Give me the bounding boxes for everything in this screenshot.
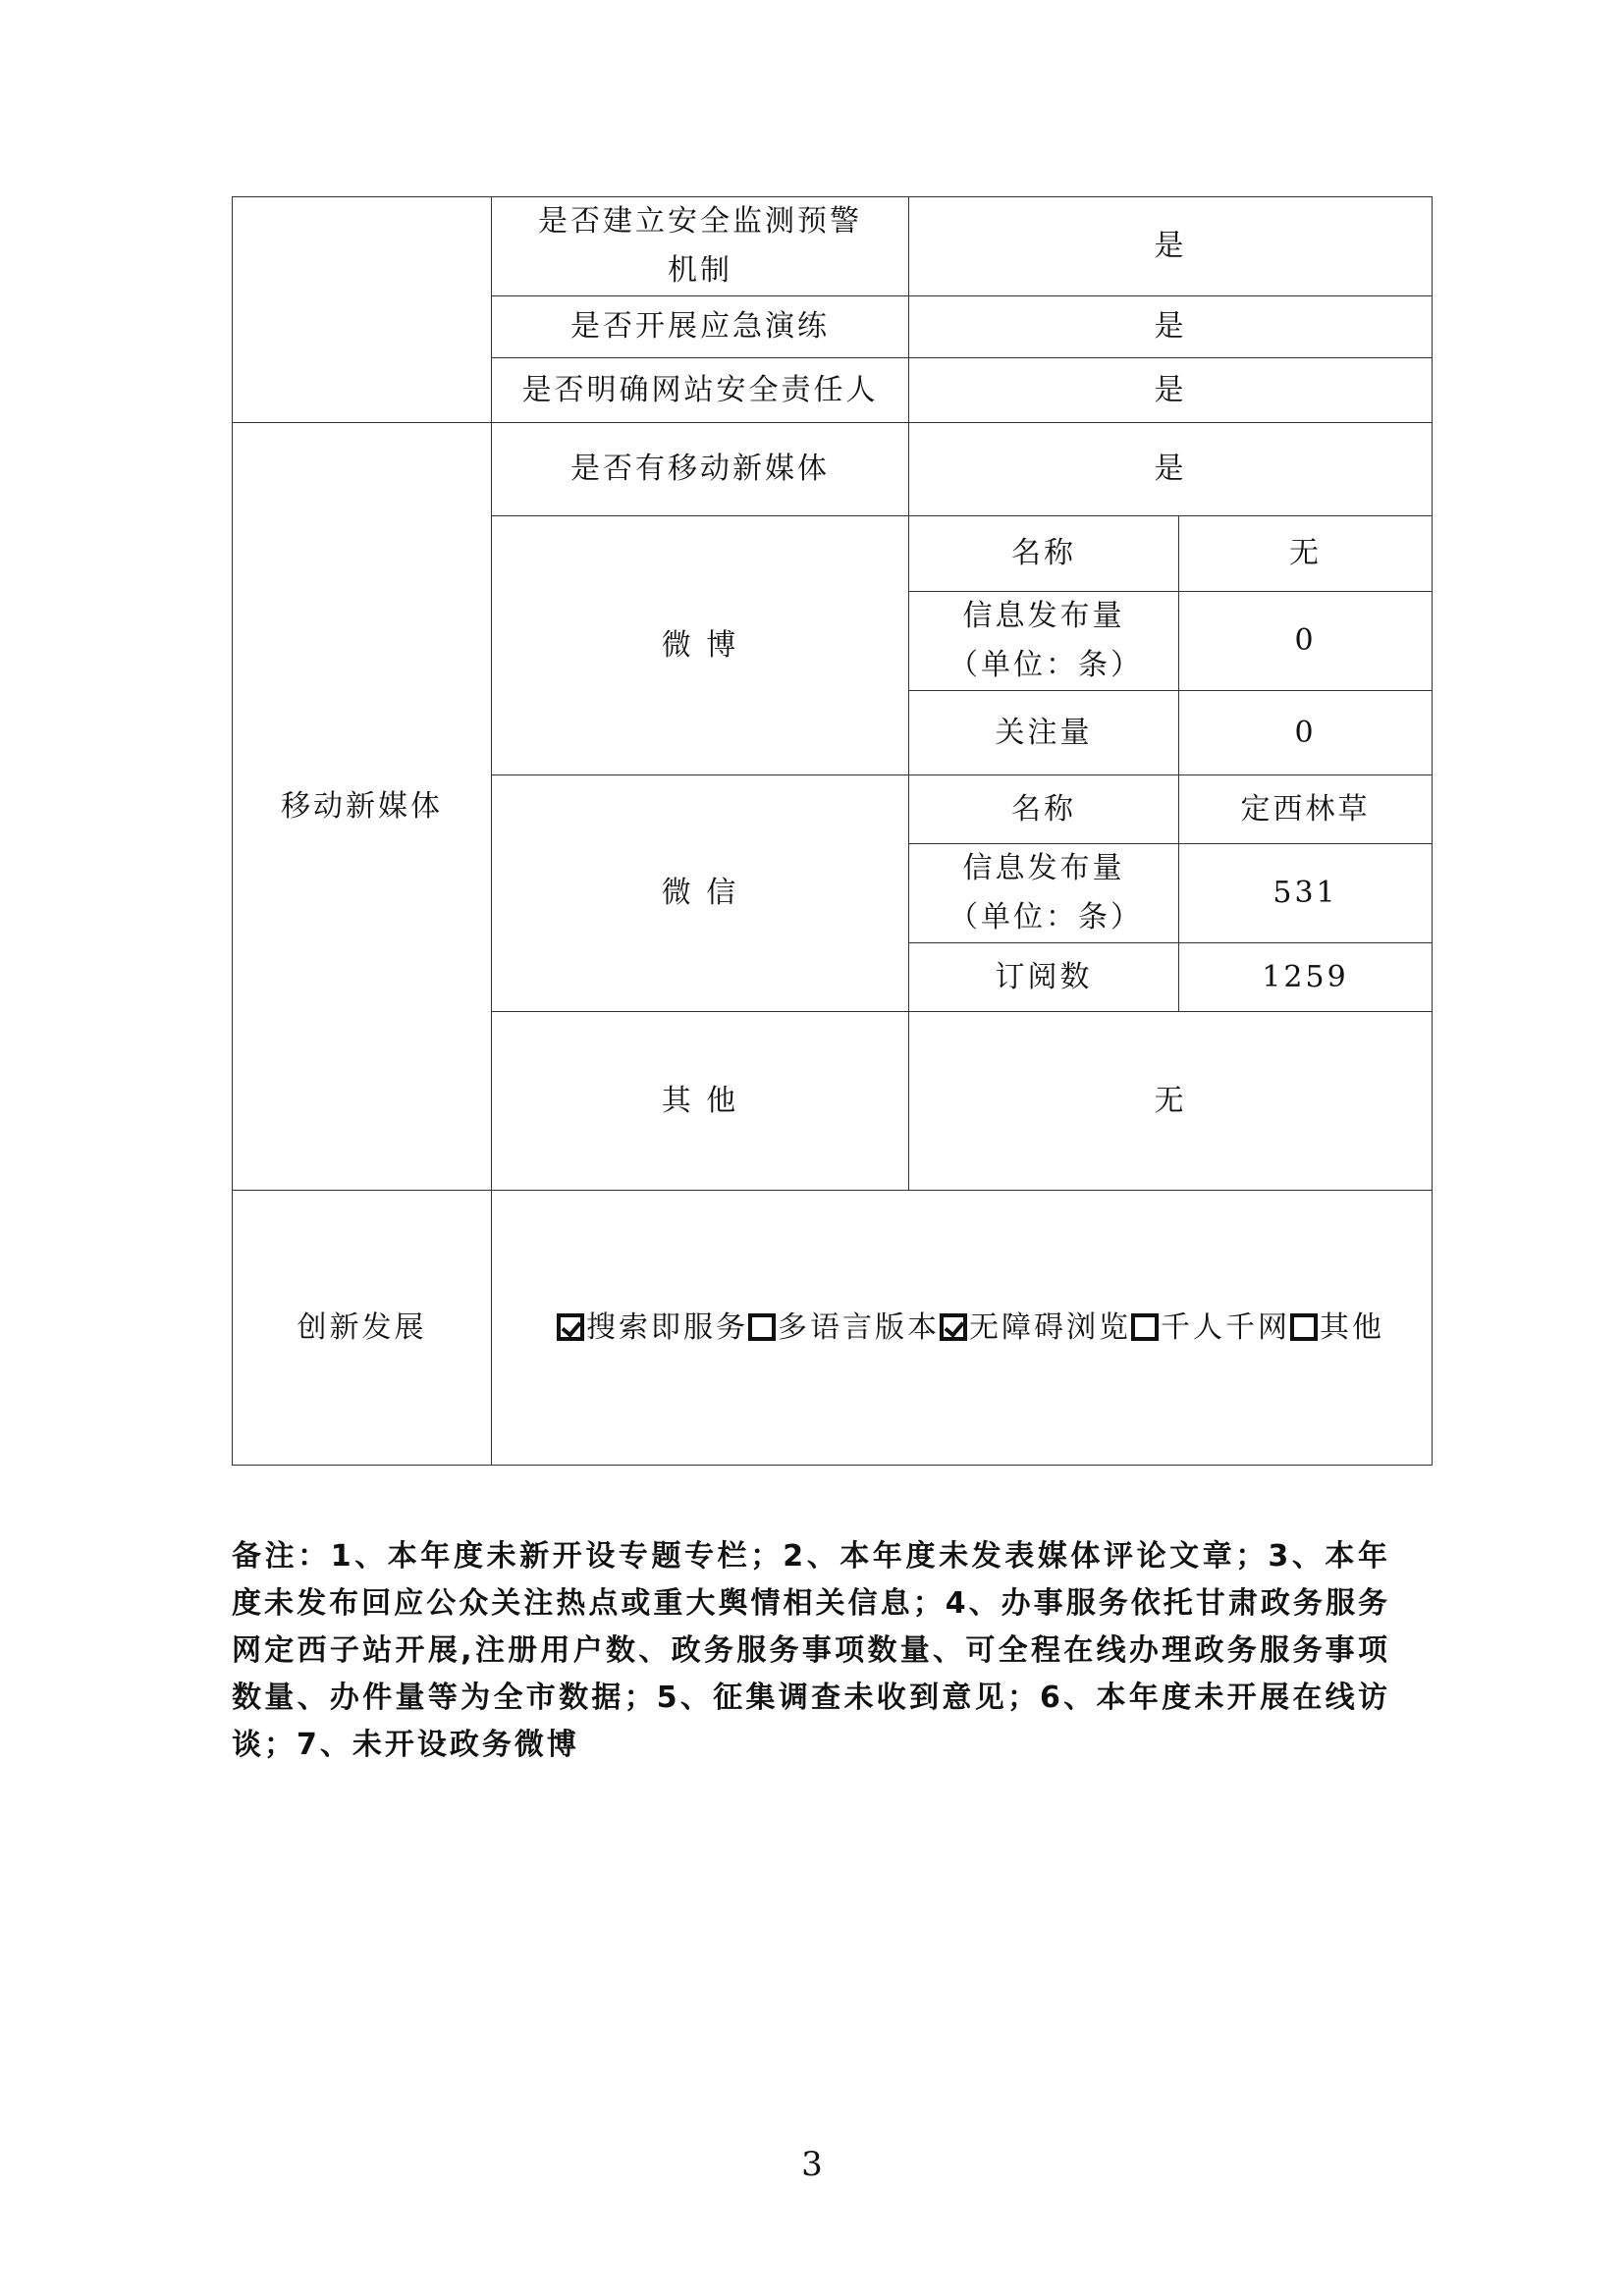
checkbox-checked-icon [557, 1313, 584, 1341]
option-accessibility: 无障碍浏览 [940, 1310, 1131, 1345]
mobile-category: 移动新媒体 [233, 423, 492, 1191]
other-label: 其 他 [492, 1012, 909, 1191]
weibo-posts-label: 信息发布量（单位：条） [909, 592, 1179, 691]
option-other: 其他 [1290, 1310, 1384, 1345]
security-responsible-value: 是 [909, 358, 1433, 423]
mobile-has-label: 是否有移动新媒体 [492, 423, 909, 516]
wechat-posts-value: 531 [1179, 844, 1433, 943]
security-category-cell [233, 197, 492, 423]
other-value: 无 [909, 1012, 1433, 1191]
security-monitoring-value: 是 [909, 197, 1433, 296]
weibo-label: 微 博 [492, 516, 909, 775]
wechat-posts-label: 信息发布量（单位：条） [909, 844, 1179, 943]
option-personalized: 千人千网 [1131, 1310, 1290, 1345]
innovation-options-cell [492, 1191, 1433, 1466]
checkbox-empty-icon [1131, 1313, 1159, 1341]
weibo-followers-value: 0 [1179, 691, 1433, 775]
checkbox-checked-icon [940, 1313, 967, 1341]
security-responsible-label: 是否明确网站安全责任人 [492, 358, 909, 423]
weibo-name-label: 名称 [909, 516, 1179, 592]
report-table [232, 196, 1433, 1466]
security-drill-label: 是否开展应急演练 [492, 296, 909, 358]
wechat-label: 微 信 [492, 775, 909, 1012]
page-number: 3 [801, 2145, 823, 2184]
remarks-note: 备注：1、本年度未新开设专题专栏；2、本年度未发表媒体评论文章；3、本年度未发布回应公众关注热点或重大舆情相关信息；4、办事服务依托甘肃政务服务网定西子站开展,注册用户数、政务服务事项数量、可全程在线办理政务服务事项数量、办件量等为全市数据；5、征集调查未收到意见；6、本年度未开展在线访谈；7、未开设政务微博 [232, 1539, 1390, 1762]
wechat-subscribers-label: 订阅数 [909, 943, 1179, 1012]
checkbox-empty-icon [748, 1313, 776, 1341]
option-search-service: 搜索即服务 [557, 1310, 748, 1345]
mobile-has-value: 是 [909, 423, 1433, 516]
security-drill-value: 是 [909, 296, 1433, 358]
option-multilingual: 多语言版本 [748, 1310, 940, 1345]
wechat-name-value: 定西林草 [1179, 775, 1433, 844]
wechat-name-label: 名称 [909, 775, 1179, 844]
weibo-posts-value: 0 [1179, 592, 1433, 691]
wechat-subscribers-value: 1259 [1179, 943, 1433, 1012]
weibo-followers-label: 关注量 [909, 691, 1179, 775]
innovation-options [557, 1304, 1384, 1353]
checkbox-empty-icon [1290, 1313, 1318, 1341]
innovation-category: 创新发展 [233, 1191, 492, 1466]
security-monitoring-label: 是否建立安全监测预警机制 [492, 197, 909, 296]
weibo-name-value: 无 [1179, 516, 1433, 592]
